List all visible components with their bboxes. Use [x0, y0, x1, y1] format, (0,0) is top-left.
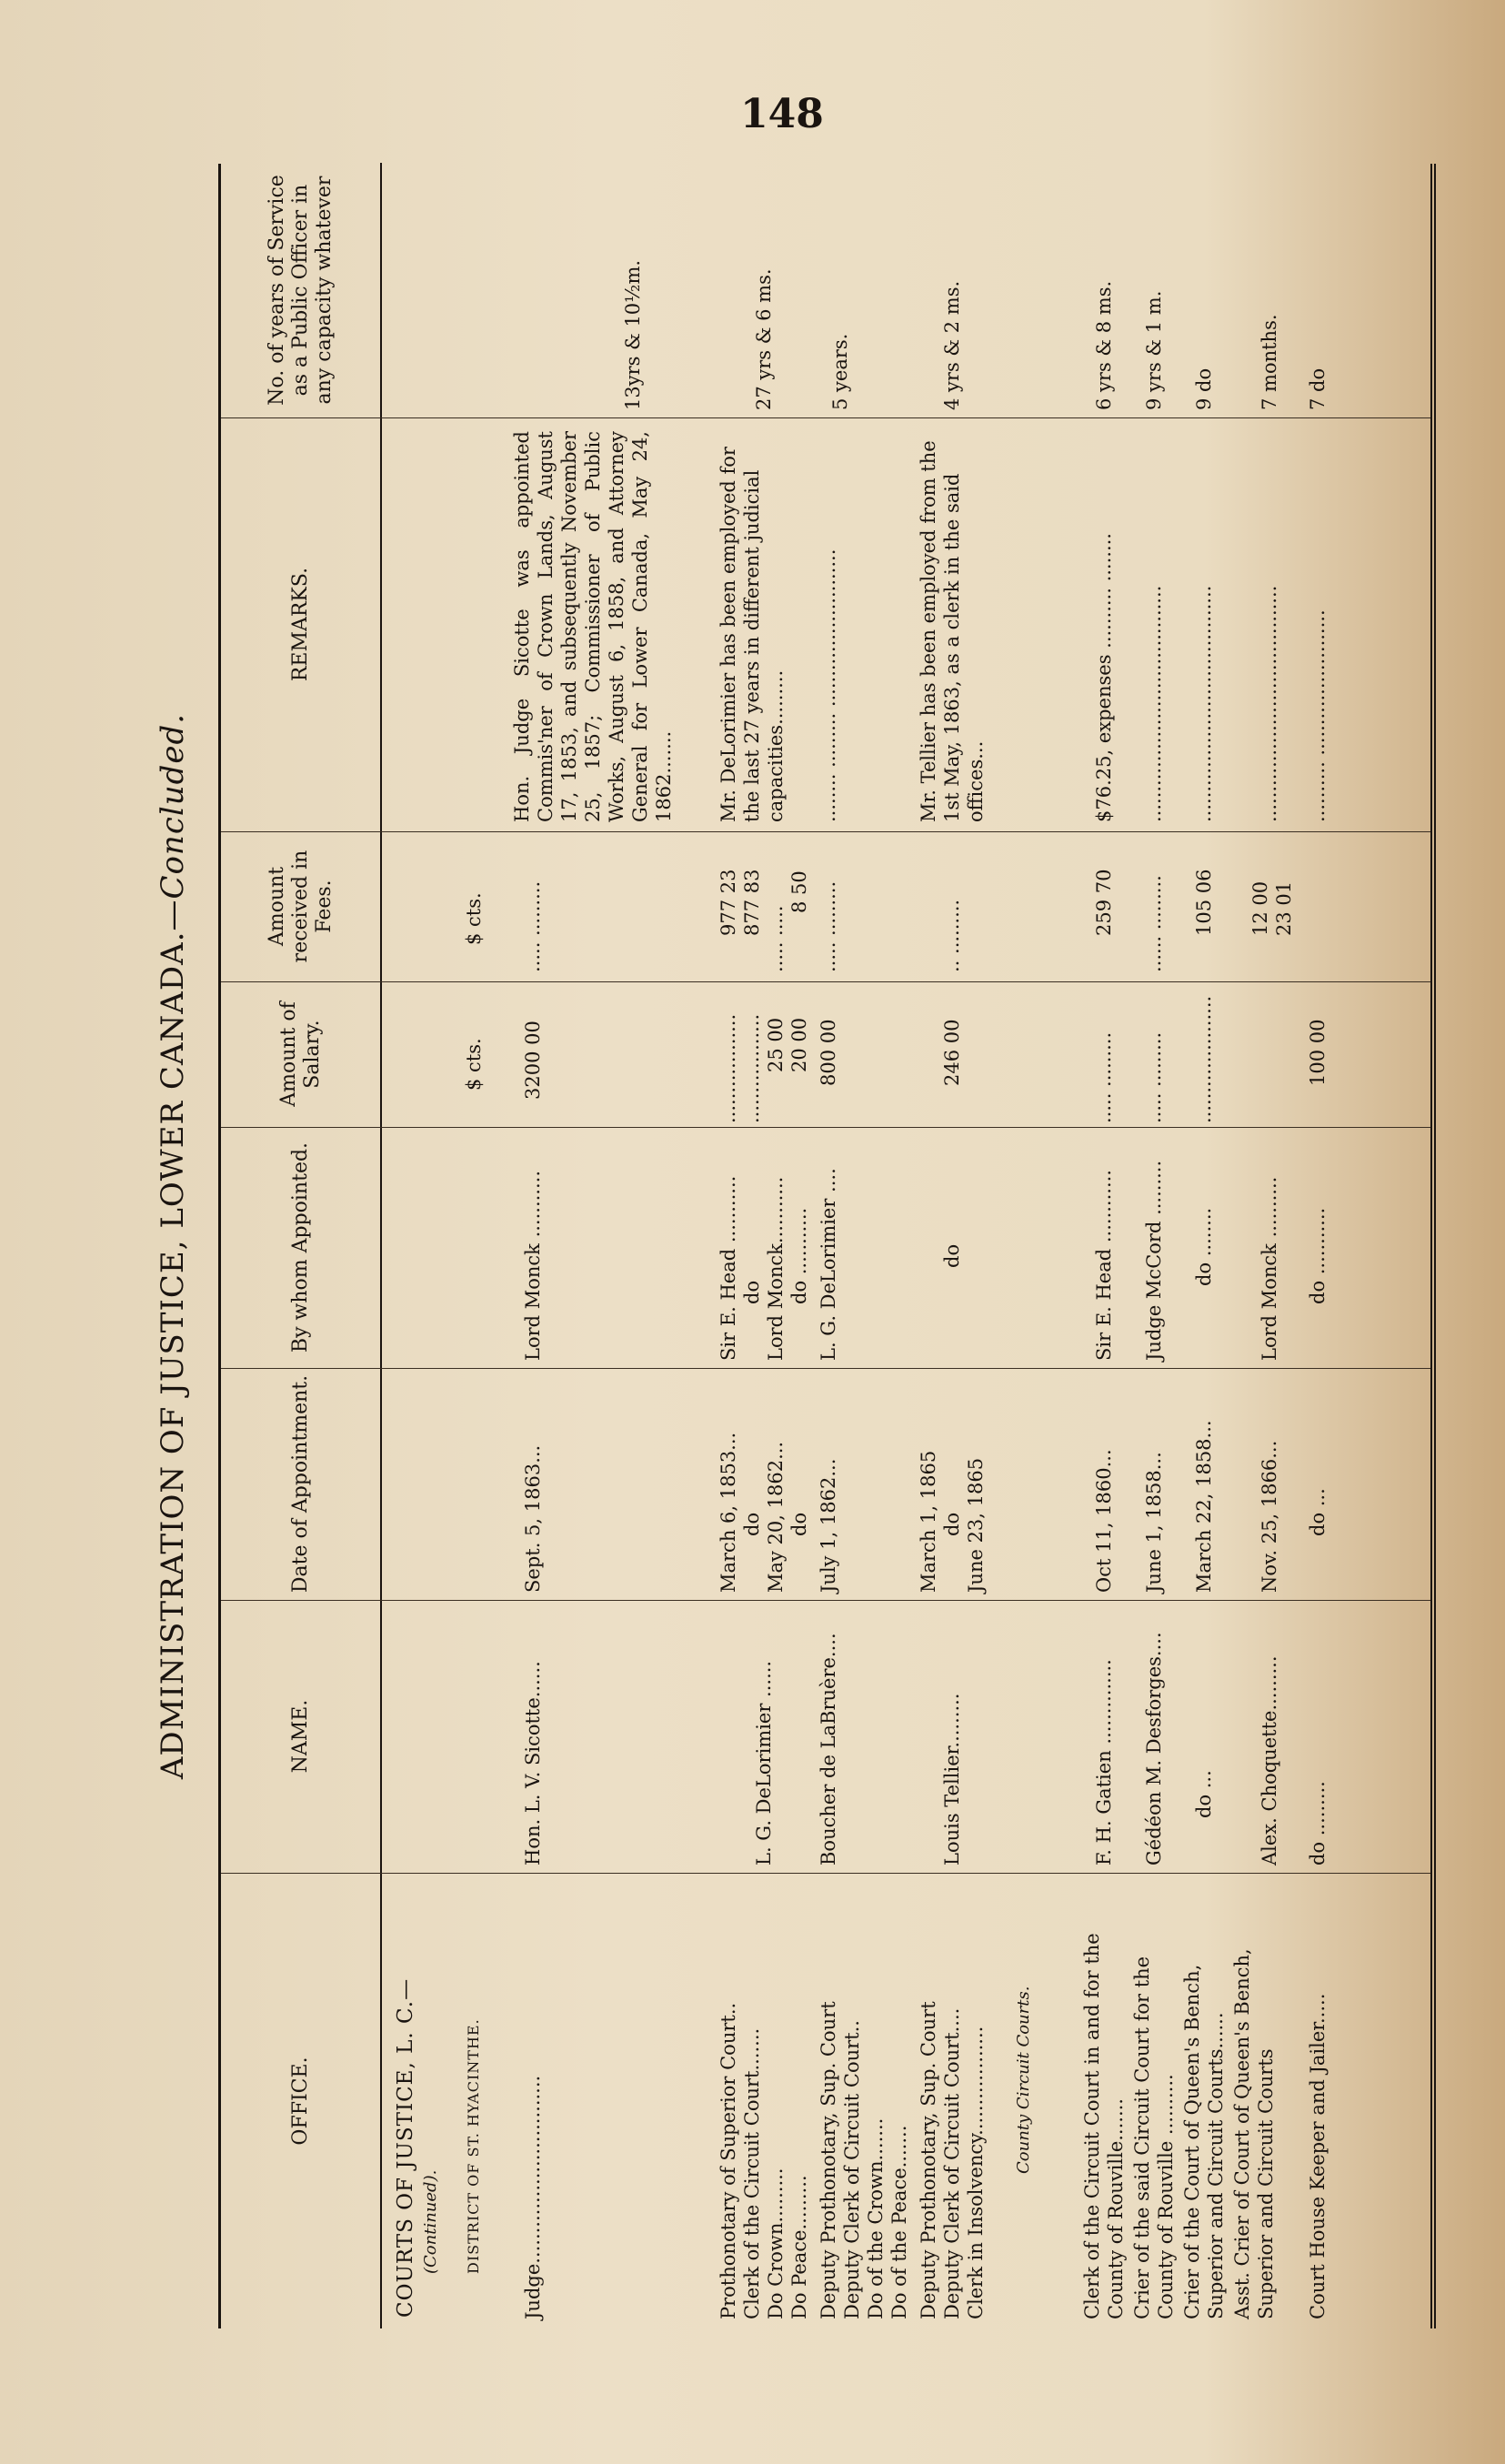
date-cell: do ...: [1307, 1488, 1329, 1536]
remarks-cell: .......................................: [1143, 585, 1165, 822]
salary-header: Amount of Salary.: [221, 981, 382, 1127]
years-cell: 4 yrs & 2 ms.: [941, 280, 963, 410]
office-cell: Deputy Prothonotary, Sup. Court: [918, 2001, 939, 2319]
office-cell: Do of the Crown.......: [865, 2117, 887, 2319]
office-column: [221, 1874, 1430, 2328]
years-cell: 9 do: [1193, 367, 1215, 410]
date-cell: May 20, 1862...: [765, 1441, 787, 1593]
fees-unit: $ cts.: [463, 892, 485, 945]
remarks-cell: ........ ......... ..........................: [818, 548, 839, 822]
justice-table: [218, 164, 1436, 2328]
remarks-cell: Mr. Tellier has been employed from the 1st May, 1863, as a clerk in the said offices...: [918, 440, 987, 822]
date-header: Date of Appointment.: [221, 1368, 382, 1600]
salary-cell: ..................: [717, 1013, 739, 1123]
office-cell: Deputy Clerk of Circuit Court..: [841, 2020, 863, 2319]
years-column: [221, 163, 1430, 418]
salary-column: [221, 981, 1430, 1128]
years-cell: 7 do: [1307, 367, 1329, 410]
date-cell: Sept. 5, 1863...: [522, 1444, 544, 1593]
fees-cell: .. .........: [941, 899, 963, 972]
office-cell: Clerk of the Circuit Court in and for the County of Rouville.......: [1081, 1933, 1127, 2319]
remarks-cell: $76.25, expenses .......... ........: [1093, 533, 1115, 822]
remarks-cell: .......... ........................: [1307, 609, 1329, 822]
title-main: ADMINISTRATION OF JUSTICE, LOWER CANADA.: [155, 930, 191, 1780]
office-header: OFFICE.: [221, 1874, 382, 2328]
by-whom-cell: do ........: [1193, 1207, 1215, 1286]
by-whom-column: [221, 1127, 1430, 1369]
years-cell: 7 months.: [1259, 314, 1280, 410]
remarks-cell: .......................................: [1193, 585, 1215, 822]
name-cell: Gédéon M. Desforges....: [1143, 1632, 1165, 1866]
name-cell: F. H. Gatien ..............: [1093, 1659, 1115, 1866]
remarks-cell: Hon. Judge Sicotte was appointed Commis'ner of Crown Lands, August 17, 1853, and subsequently November 25, 1857; Commissioner of Public Works, August 6, 1858, and Attorney General for Lower Canada, May 24, 1862.......: [511, 431, 675, 822]
name-cell: Louis Tellier.........: [941, 1693, 963, 1866]
salary-cell: 800 00: [818, 1019, 839, 1086]
date-column: [221, 1368, 1430, 1601]
name-column: [221, 1600, 1430, 1874]
name-cell: do ...: [1193, 1770, 1215, 1818]
name-cell: do .........: [1307, 1781, 1329, 1866]
date-cell: June 1, 1858...: [1143, 1452, 1165, 1593]
date-cell: June 23, 1865: [965, 1457, 987, 1593]
fees-column: [221, 831, 1430, 982]
fees-cell: ...... .........: [1143, 875, 1165, 972]
office-cell: Clerk of the Circuit Court.......: [741, 2027, 763, 2319]
name-cell: L. G. DeLorimier ......: [753, 1660, 775, 1866]
by-whom-cell: Sir E. Head ...........: [717, 1175, 739, 1361]
remarks-cell: Mr. DeLorimier has been employed for the last 27 years in different judicial capacities.........: [717, 447, 787, 822]
salary-cell: ..... .........: [1093, 1031, 1115, 1123]
section-courts: COURTS OF JUSTICE, L. C.—: [394, 1977, 417, 2318]
name-header: NAME.: [221, 1600, 382, 1873]
office-cell: Court House Keeper and Jailer.....: [1307, 1993, 1329, 2319]
office-cell: Asst. Crier of Court of Queen's Bench, Superior and Circuit Courts: [1231, 1948, 1277, 2319]
section-county: County Circuit Courts.: [1014, 1986, 1033, 2174]
years-cell: 9 yrs & 1 m.: [1143, 290, 1165, 410]
years-cell: 6 yrs & 8 ms.: [1093, 280, 1115, 410]
office-cell: Do of the Peace.......: [888, 2125, 910, 2319]
by-whom-cell: Lord Monck ..........: [1259, 1176, 1280, 1361]
section-district: DISTRICT OF ST. HYACINTHE.: [465, 2018, 482, 2274]
title-suffix: —Concluded.: [155, 712, 191, 931]
rotated-table-area: [132, 164, 1432, 2328]
years-header: No. of years of Service as a Public Officer in any capacity whatever: [221, 163, 382, 417]
fees-header: Amount received in Fees.: [221, 831, 382, 981]
by-whom-cell: Sir E. Head ............: [1093, 1170, 1115, 1361]
office-cell: Prothonotary of Superior Court..: [717, 2002, 739, 2319]
by-whom-cell: Lord Monck ...........: [522, 1170, 544, 1361]
office-cell: Do Peace.........: [788, 2175, 810, 2319]
fees-cell: ..... .........: [818, 880, 839, 972]
remarks-column: [221, 417, 1430, 832]
office-cell: Deputy Prothonotary, Sup. Court: [818, 2001, 839, 2319]
date-cell: do: [788, 1512, 810, 1536]
fees-cell: ..... .........: [522, 880, 544, 972]
salary-cell: 100 00: [1307, 1019, 1329, 1086]
years-cell: 5 years.: [829, 333, 851, 410]
by-whom-cell: L. G. DeLorimier ....: [818, 1168, 839, 1361]
office-cell: Judge...............................: [522, 2075, 544, 2319]
fees-cell: ..... .....: [765, 905, 787, 972]
fees-cell: 12 00: [1249, 880, 1271, 936]
salary-cell: ..... .........: [1143, 1031, 1165, 1123]
salary-cell: 246 00: [941, 1019, 963, 1086]
fees-cell: 23 01: [1273, 880, 1295, 936]
by-whom-header: By whom Appointed.: [221, 1127, 382, 1368]
office-cell: Clerk in Insolvency..................: [965, 2026, 987, 2319]
by-whom-cell: do: [741, 1280, 763, 1304]
salary-cell: ..................: [741, 1013, 763, 1123]
office-cell: Do Crown.........: [765, 2167, 787, 2319]
page-title: [132, 164, 214, 2328]
section-continued: (Continued).: [421, 2169, 440, 2274]
name-cell: Hon. L. V. Sicotte......: [522, 1661, 544, 1866]
office-cell: Crier of the Court of Queen's Bench, Superior and Circuit Courts......: [1181, 1964, 1227, 2319]
fees-cell: 105 06: [1193, 869, 1215, 936]
fees-cell: 8 50: [788, 870, 810, 913]
salary-cell: 3200 00: [522, 1021, 544, 1100]
date-cell: Oct 11, 1860...: [1093, 1449, 1115, 1593]
date-cell: March 6, 1853...: [717, 1432, 739, 1593]
by-whom-cell: do ...........: [1307, 1207, 1329, 1304]
salary-cell: .....................: [1193, 995, 1215, 1123]
date-cell: March 1, 1865: [918, 1450, 939, 1593]
date-cell: July 1, 1862...: [818, 1458, 839, 1593]
fees-cell: 877 83: [741, 869, 763, 936]
fees-cell: 259 70: [1093, 869, 1115, 936]
remarks-header: REMARKS.: [221, 417, 382, 831]
date-cell: March 22, 1858...: [1193, 1420, 1215, 1593]
page-number: 148: [740, 91, 824, 137]
salary-cell: 25 00: [765, 1017, 787, 1072]
years-cell: 27 yrs & 6 ms.: [753, 268, 775, 410]
name-cell: Alex. Choquette.........: [1259, 1655, 1280, 1866]
office-cell: Crier of the said Circuit Court for the County of Rouville ..........: [1131, 1956, 1177, 2319]
office-cell: Deputy Clerk of Circuit Court....: [941, 2007, 963, 2319]
by-whom-cell: Judge McCord .........: [1143, 1160, 1165, 1361]
years-cell: 13yrs & 10½m.: [622, 259, 644, 410]
fees-cell: 977 23: [717, 869, 739, 936]
date-cell: do: [741, 1512, 763, 1536]
by-whom-cell: do ...........: [788, 1207, 810, 1304]
date-cell: Nov. 25, 1866...: [1259, 1440, 1280, 1593]
by-whom-cell: Lord Monck...........: [765, 1176, 787, 1361]
name-cell: Boucher de LaBruère....: [818, 1633, 839, 1866]
salary-cell: 20 00: [788, 1017, 810, 1072]
date-cell: do: [941, 1512, 963, 1536]
salary-unit: $ cts.: [463, 1038, 485, 1091]
by-whom-cell: do: [941, 1243, 963, 1268]
remarks-cell: .......................................: [1259, 585, 1280, 822]
